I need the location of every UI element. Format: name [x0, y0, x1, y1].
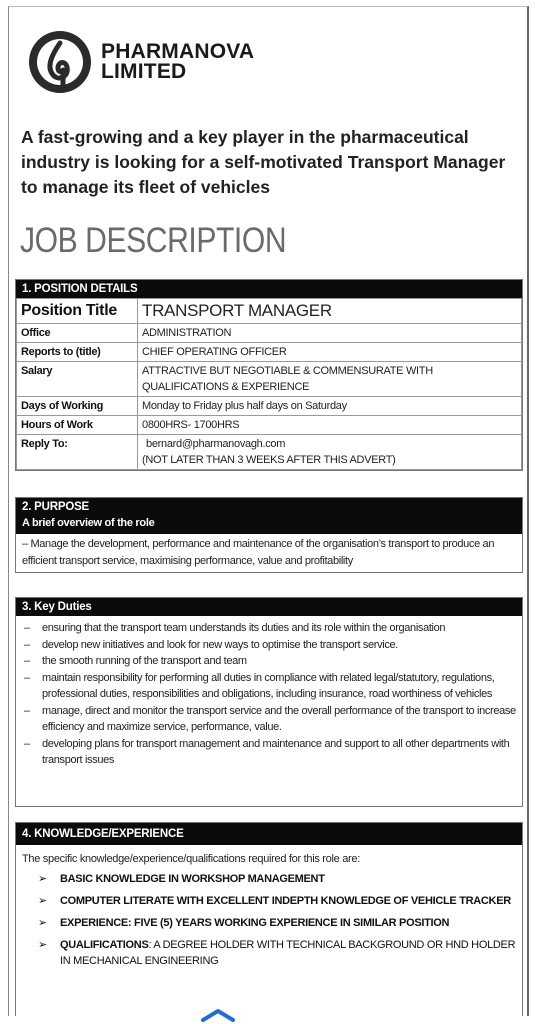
section-heading: 3. Key Duties	[16, 598, 522, 616]
list-item: – develop new initiatives and look for new ways to optimise the transport service.	[24, 637, 516, 654]
table-row: Hours of Work 0800HRS- 1700HRS	[17, 416, 522, 435]
table-row: Position Title TRANSPORT MANAGER	[17, 299, 522, 324]
knowledge-list	[16, 869, 522, 981]
page-title: JOB DESCRIPTION	[20, 221, 287, 260]
duties-list	[16, 616, 522, 777]
pharmanova-logo-icon	[27, 29, 93, 95]
document-page	[8, 6, 529, 1016]
section-heading: 1. POSITION DETAILS	[16, 280, 522, 298]
key-duties-section	[15, 597, 523, 807]
intro-text: A fast-growing and a key player in the pharmaceutical industry is looking for a self-motivated Transport Manager to manage its fleet of vehicles	[21, 127, 506, 197]
reply-email-link[interactable]: bernard@pharmanovagh.com	[146, 438, 286, 450]
list-item: – developing plans for transport management and maintenance and support to all other departments with transport issues	[24, 736, 516, 769]
chevron-up-icon[interactable]	[200, 1008, 236, 1022]
list-item: ➢ BASIC KNOWLEDGE IN WORKSHOP MANAGEMENT	[38, 871, 516, 887]
list-item: ➢ COMPUTER LITERATE WITH EXCELLENT INDEPTH KNOWLEDGE OF VEHICLE TRACKER	[38, 893, 516, 909]
purpose-text: – Manage the development, performance and maintenance of the organisation’s transport to produce an efficient transport service, maximising performance, value and profitability	[22, 538, 495, 567]
section-subheading: A brief overview of the role	[16, 516, 522, 534]
table-row: Office ADMINISTRATION	[17, 324, 522, 343]
table-row: Reply To: bernard@pharmanovagh.com (NOT LATER THAN 3 WEEKS AFTER THIS ADVERT)	[17, 435, 522, 470]
table-row: Salary ATTRACTIVE BUT NEGOTIABLE & COMMENSURATE WITH QUALIFICATIONS & EXPERIENCE	[17, 362, 522, 397]
table-row: Days of Working Monday to Friday plus half days on Saturday	[17, 397, 522, 416]
list-item: – manage, direct and monitor the transport service and the overall performance of the transport to increase efficiency and maximize service, performance, value.	[24, 703, 516, 736]
purpose-section	[15, 497, 523, 573]
position-details-table	[16, 298, 522, 470]
list-item: ➢ EXPERIENCE: FIVE (5) YEARS WORKING EXPERIENCE IN SIMILAR POSITION	[38, 915, 516, 931]
knowledge-section	[15, 822, 523, 1016]
list-item: – ensuring that the transport team understands its duties and its role within the organisation	[24, 620, 516, 637]
list-item: – the smooth running of the transport and team	[24, 653, 516, 670]
table-row: Reports to (title) CHIEF OPERATING OFFICER	[17, 343, 522, 362]
list-item: – maintain responsibility for performing all duties in compliance with related legal/statutory, regulations, professional duties, responsibilities and obligations, including insurance, road worthiness of vehicles	[24, 670, 516, 703]
reply-deadline: (NOT LATER THAN 3 WEEKS AFTER THIS ADVERT)	[142, 454, 396, 466]
company-name: PHARMANOVA LIMITED	[101, 40, 255, 83]
section-heading: 4. KNOWLEDGE/EXPERIENCE	[16, 823, 522, 845]
company-logo	[27, 27, 254, 97]
section-heading: 2. PURPOSE	[16, 498, 522, 516]
list-item: ➢ QUALIFICATIONS: A DEGREE HOLDER WITH TECHNICAL BACKGROUND OR HND HOLDER IN MECHANICAL ENGINEERING	[38, 937, 516, 969]
position-details-section	[15, 279, 523, 471]
knowledge-intro: The specific knowledge/experience/qualifications required for this role are:	[22, 853, 360, 865]
